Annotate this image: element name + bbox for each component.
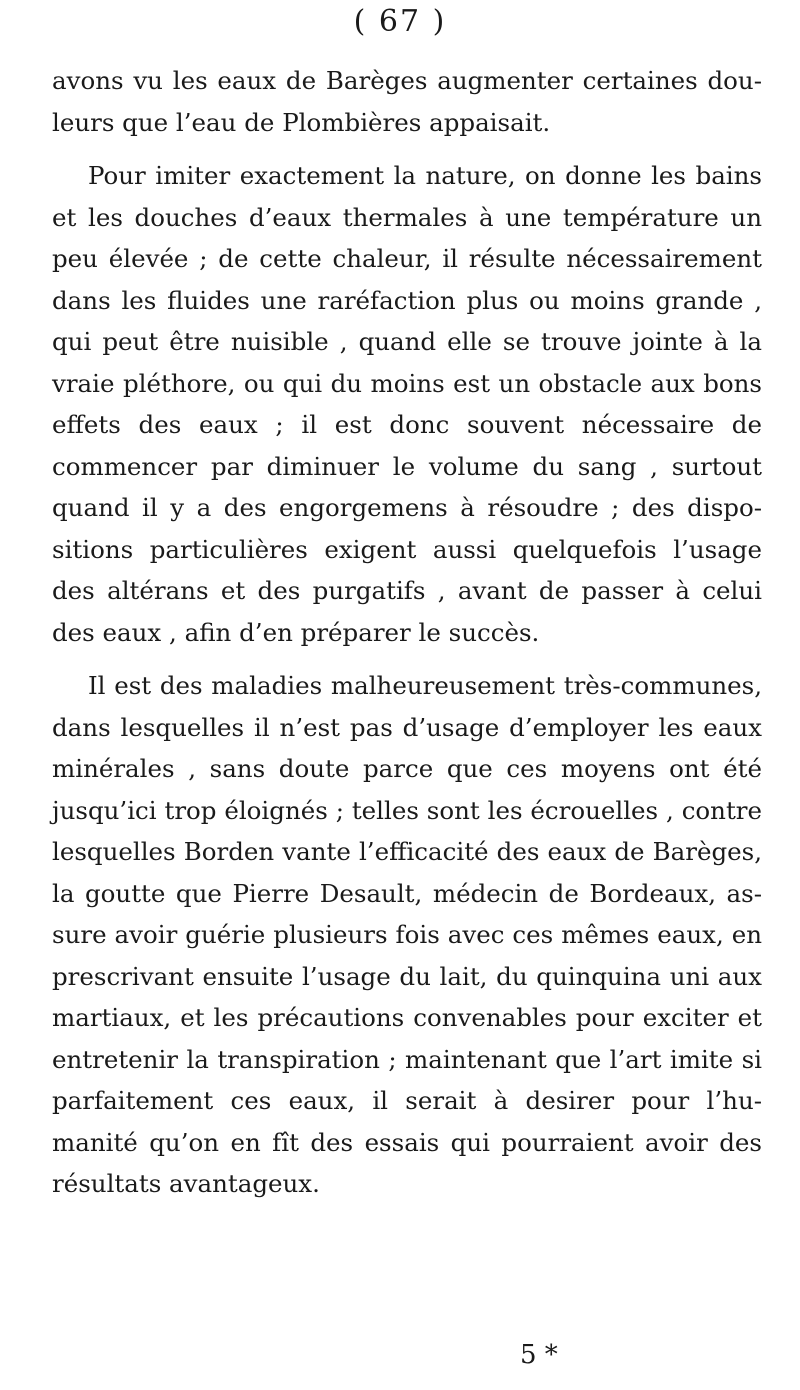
signature-mark: 5 * [520, 1340, 558, 1370]
paragraph-imitation-of-nature: Pour imiter exactement la nature, on donne les bains et les douches d’eaux thermales à une température un peu élevée ; de cette chaleur, il résulte nécessairement dans les fluides une raréfaction plus ou moins grande , qui peut être nuisible , quand elle se trouve jointe à la vraie pléthore, ou qui du moins est un obstacle aux bons effets des eaux ; il est donc souvent nécessaire de commencer par diminuer le volume du sang , surtout quand il y a des engorgemens à résoudre ; des dispo- sitions particulières exigent aussi quelquefois l’usage des altérans et des purgatifs , avant de passer à celui des eaux , afin d’en préparer le succès. [52, 161, 762, 647]
paragraph-maladies: Il est des maladies malheureusement très-communes, dans lesquelles il n’est pas d’usage d’employer les eaux minérales , sans doute parce que ces moyens ont été jusqu’ici trop éloignés ; telles sont les écrouelles , contre lesquelles Borden vante l’efficacité des eaux de Barèges, la goutte que Pierre Desault, médecin de Bordeaux, as- sure avoir guérie plusieurs fois avec ces mêmes eaux, en prescrivant ensuite l’usage du lait, du quinquina uni aux martiaux, et les précautions convenables pour exciter et entretenir la transpiration ; maintenant que l’art imite si parfaitement ces eaux, il serait à desirer pour l’hu- manité qu’on en fît des essais qui pourraient avoir des résultats avantageux. [52, 671, 762, 1198]
page-number: ( 67 ) [353, 4, 447, 39]
body-text [52, 60, 762, 1205]
paragraph-continuation: avons vu les eaux de Barèges augmenter certaines dou- leurs que l’eau de Plombières appaisait. [52, 66, 762, 137]
